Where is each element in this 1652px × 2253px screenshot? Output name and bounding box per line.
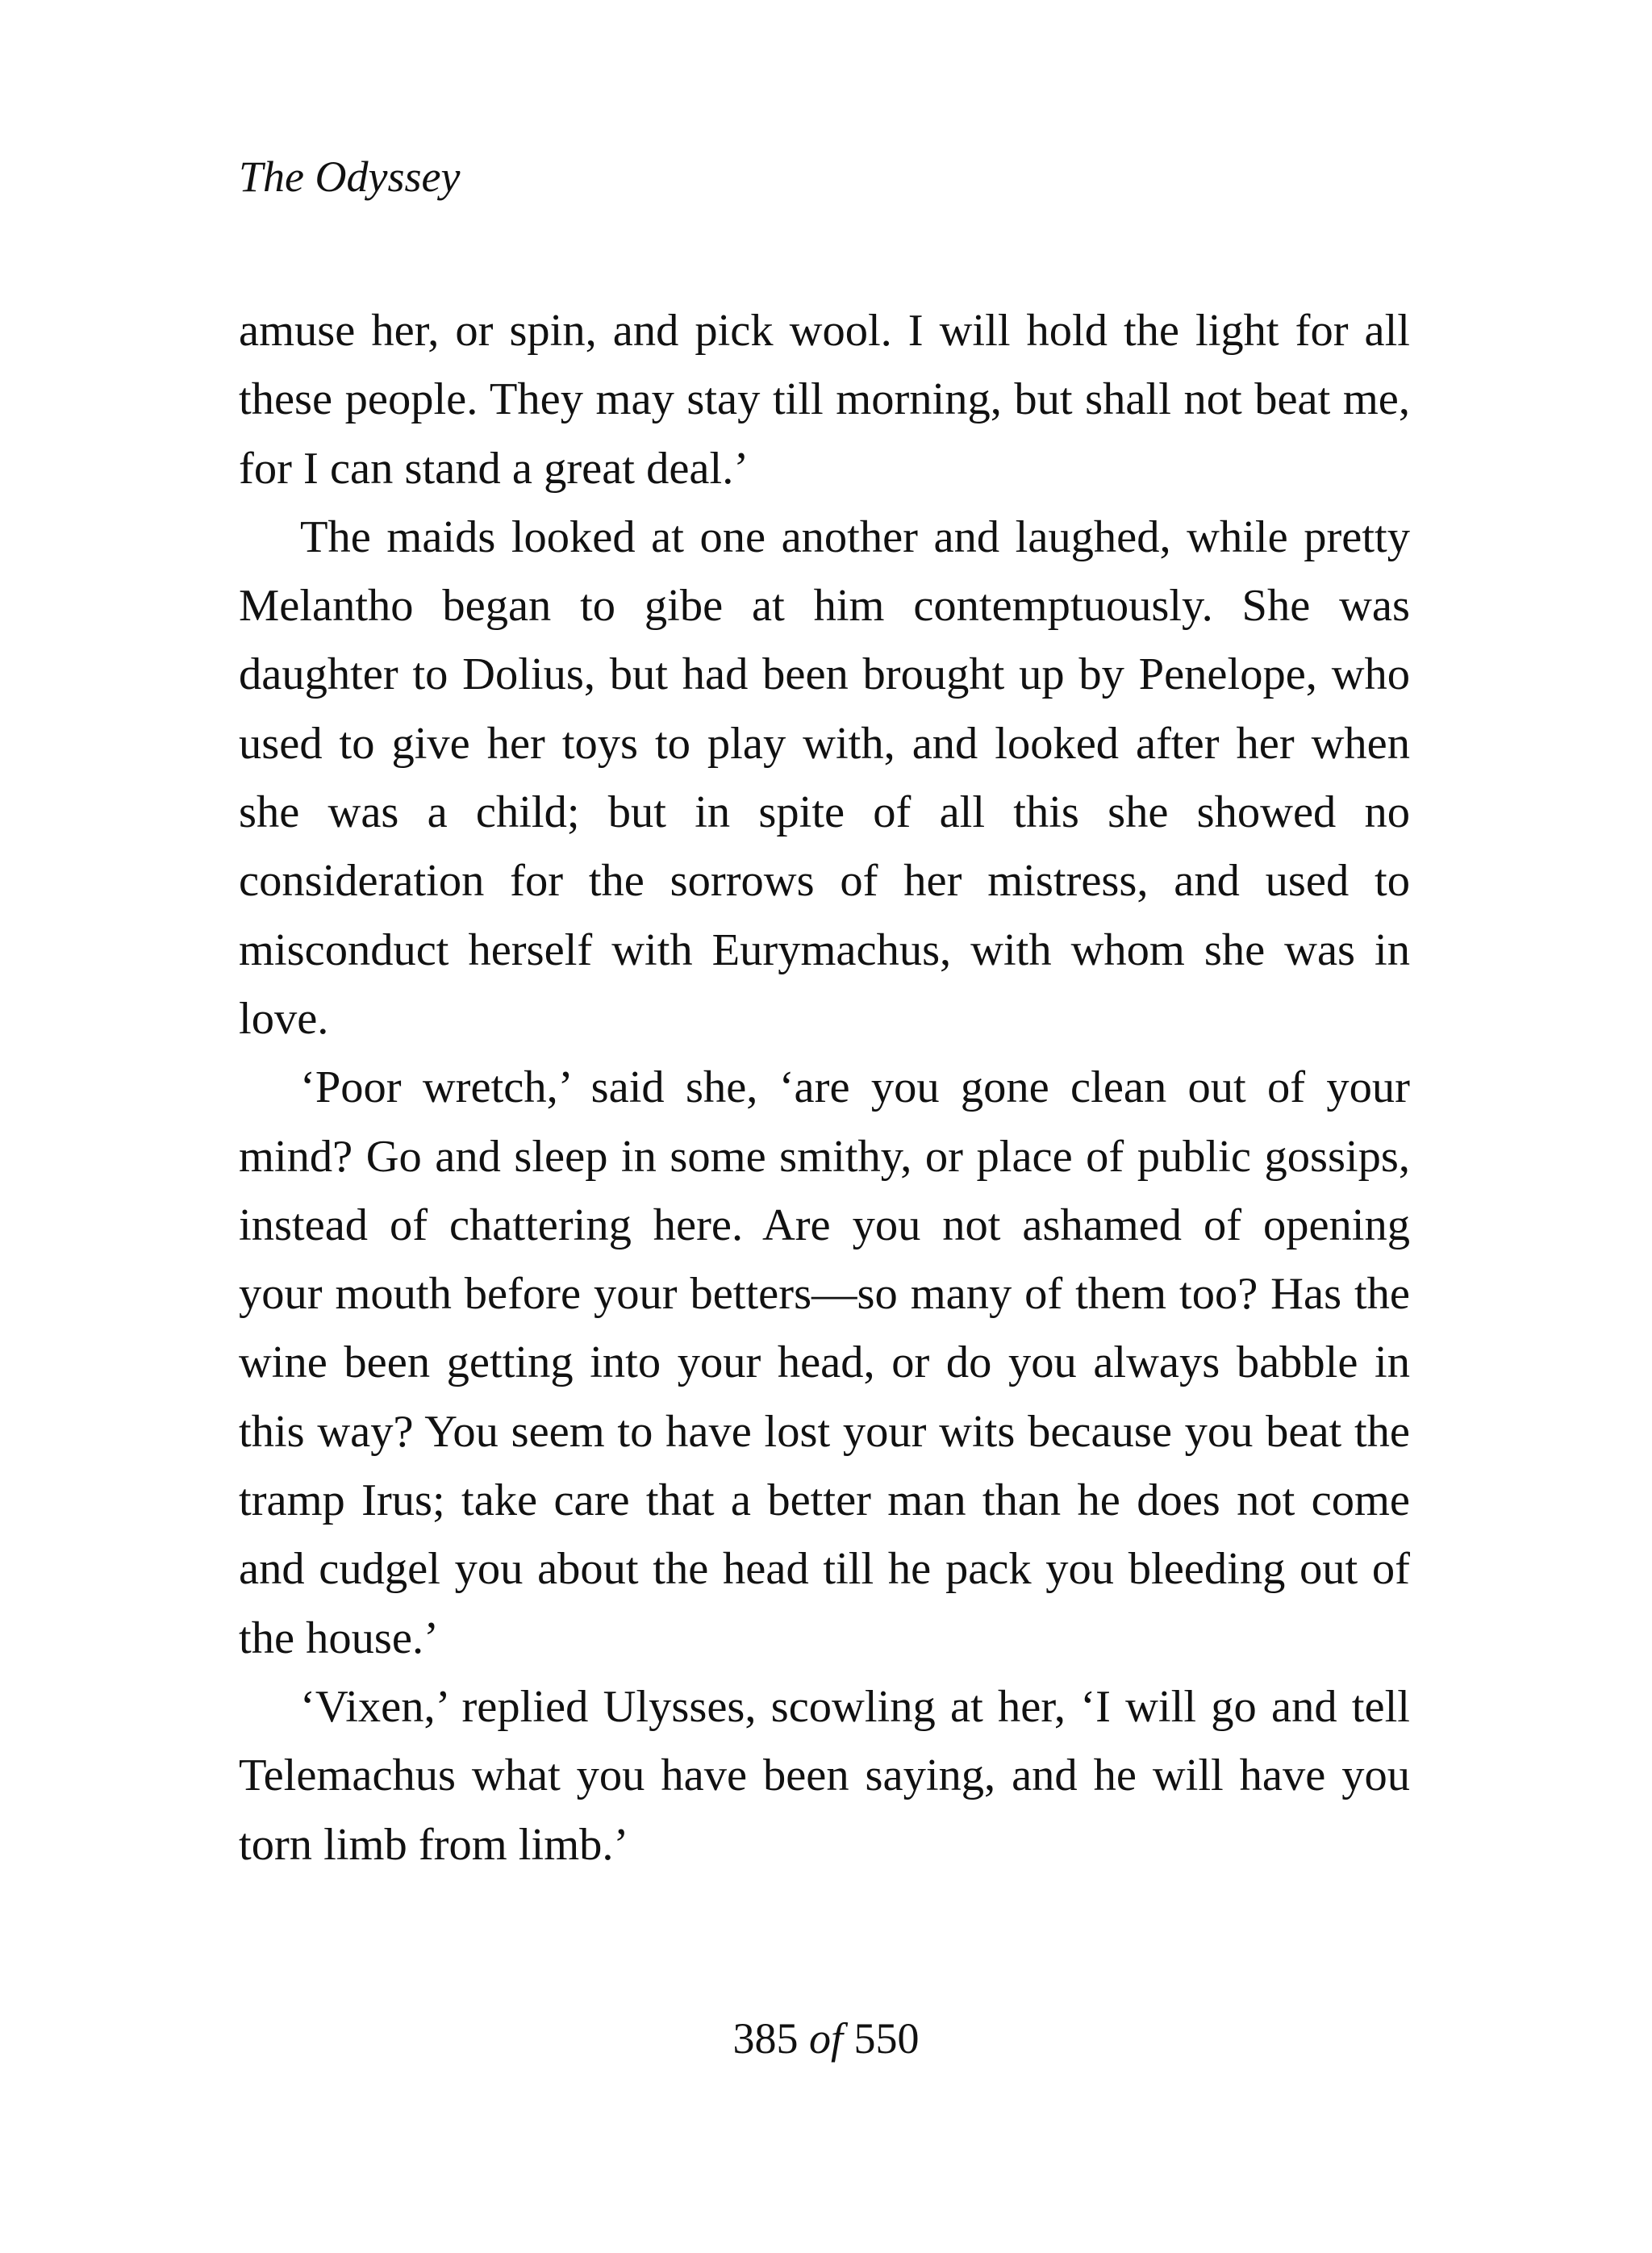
page-number: [0, 2010, 1652, 2067]
paragraph-poor-wretch: ‘Poor wretch,’ said she, ‘are you gone clean out of your mind? Go and sleep in some smithy, or place of public gossips, instead of chattering here. Are you not ashamed of opening your mouth before your betters—so many of them too? Has the wine been getting into your head, or do you always babble in this way? You seem to have lost your wits because you beat the tramp Irus; take care that a better man than he does not come and cudgel you about the head till he pack you bleeding out of the house.’: [239, 1062, 1410, 1663]
page-of-label: of: [808, 2014, 843, 2063]
body-text: [239, 297, 1410, 1880]
paragraph-melantho: The maids looked at one another and laughed, while pretty Melantho began to gibe at him contemptuously. She was daughter to Dolius, but had been brought up by Penelope, who used to give her toys to play with, and looked after her when she was a child; but in spite of all this she showed no consideration for the sorrows of her mistress, and used to misconduct herself with Eurymachus, with whom she was in love.: [239, 511, 1410, 1044]
current-page-number: 385: [732, 2014, 799, 2063]
paragraph-vixen: ‘Vixen,’ replied Ulysses, scowling at her, ‘I will go and tell Telemachus what you have been saying, and he will have you torn limb from limb.’: [239, 1681, 1410, 1870]
total-page-count: 550: [853, 2014, 920, 2063]
paragraph-continued: amuse her, or spin, and pick wool. I will hold the light for all these people. They may stay till morning, but shall not beat me, for I can stand a great deal.’: [239, 306, 1410, 494]
running-head: The Odyssey: [239, 152, 461, 201]
